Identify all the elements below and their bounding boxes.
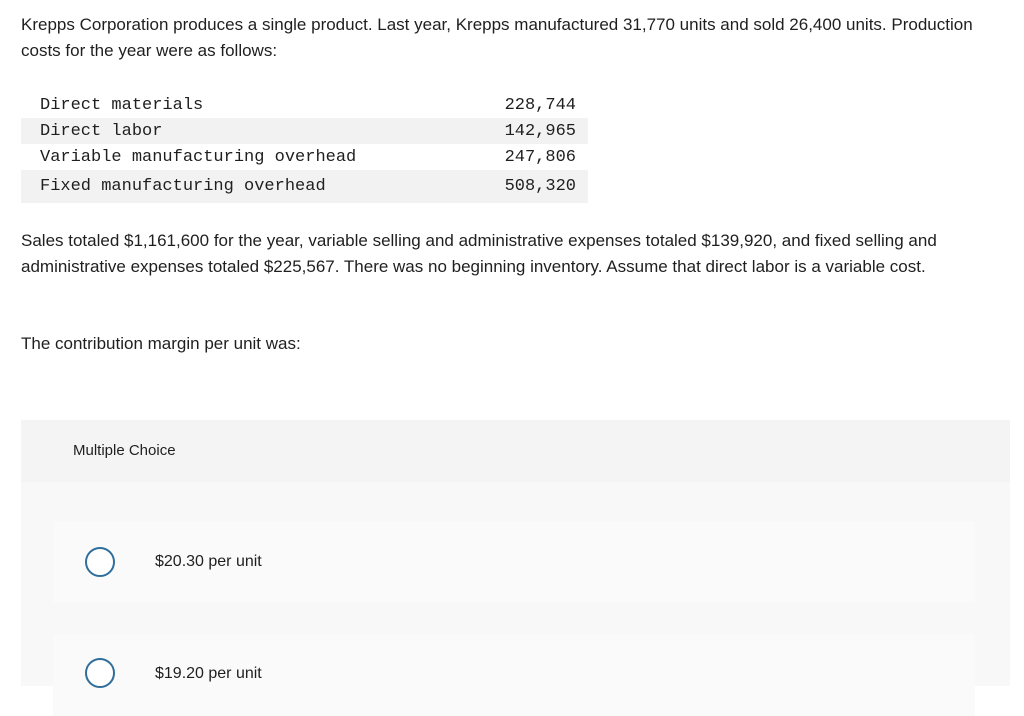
answer-option-1[interactable] bbox=[53, 521, 975, 603]
cost-amount: 228,744 bbox=[504, 95, 576, 115]
answer-option-2[interactable] bbox=[53, 634, 975, 716]
cost-label: Direct materials bbox=[40, 95, 204, 115]
table-row bbox=[21, 92, 588, 118]
cost-amount: 247,806 bbox=[504, 147, 576, 167]
production-costs-table bbox=[21, 92, 588, 203]
cost-amount: 142,965 bbox=[459, 118, 588, 144]
multiple-choice-panel bbox=[21, 420, 1010, 686]
multiple-choice-options bbox=[21, 482, 1010, 686]
radio-button-icon[interactable] bbox=[85, 658, 115, 688]
cost-label: Variable manufacturing overhead bbox=[40, 147, 357, 167]
cost-amount: 508,320 bbox=[459, 170, 588, 203]
problem-intro-text: Krepps Corporation produces a single product. Last year, Krepps manufactured 31,770 units and sold 26,400 units. Production costs for the year were as follows: bbox=[21, 15, 973, 60]
answer-option-label: $20.30 per unit bbox=[155, 553, 262, 570]
cost-label: Direct labor bbox=[21, 118, 459, 144]
question-text: The contribution margin per unit was: bbox=[21, 334, 301, 353]
answer-option-label: $19.20 per unit bbox=[155, 665, 262, 682]
multiple-choice-header: Multiple Choice bbox=[73, 442, 176, 459]
radio-button-icon[interactable] bbox=[85, 547, 115, 577]
table-row bbox=[21, 118, 588, 144]
sales-info-text: Sales totaled $1,161,600 for the year, variable selling and administrative expenses totaled $139,920, and fixed selling and administrative expenses totaled $225,567. There was no beginning inventory. Assume that direct labor is a variable cost. bbox=[21, 231, 937, 276]
table-row bbox=[21, 144, 588, 170]
table-row bbox=[21, 170, 588, 203]
cost-label: Fixed manufacturing overhead bbox=[21, 170, 459, 203]
